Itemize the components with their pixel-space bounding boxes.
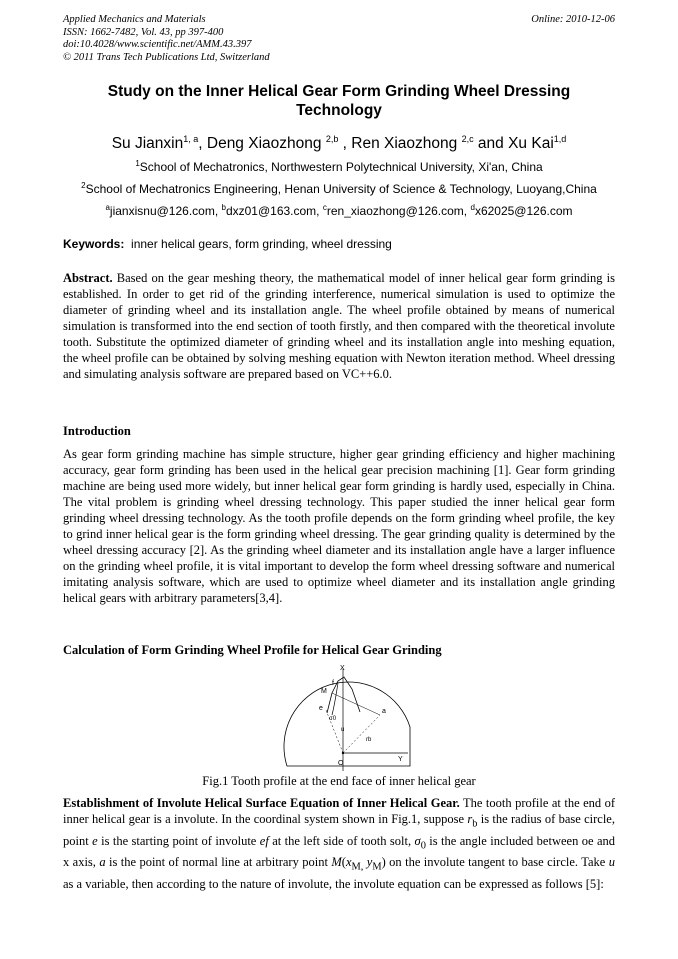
math-sub: M, (351, 861, 364, 873)
figure-caption: Fig.1 Tooth profile at the end face of inner helical gear (202, 774, 476, 788)
author-sup: 1, a (183, 134, 199, 144)
author-name: Ren Xiaozhong (351, 135, 458, 153)
affiliation-2 (20, 179, 658, 196)
label-f: f (332, 680, 334, 687)
author-separator: , (198, 135, 203, 153)
keywords-label: Keywords: (63, 237, 125, 251)
author-separator: and (477, 135, 504, 153)
online-date: Online: 2010-12-06 (531, 14, 615, 25)
abstract (63, 270, 615, 382)
math-var: e (92, 833, 98, 848)
text-run: is the point of normal line at arbitrary point (105, 855, 332, 869)
label-m: M (321, 688, 327, 695)
author-name: Xu Kai (508, 135, 554, 153)
affiliation-sup: 2 (81, 181, 86, 190)
text-run: as a variable, then according to the nature of involute, the involute equation can be expressed as follows [5]: (63, 876, 604, 891)
math-sub: 0 (420, 840, 426, 851)
author-list (20, 130, 658, 153)
author-sup: 1,d (553, 134, 567, 144)
keywords (63, 237, 615, 251)
paper-title: Study on the Inner Helical Gear Form Grinding Wheel Dressing Technology (107, 83, 571, 119)
text-run: is the angle included between oe and x axis, (63, 833, 616, 869)
email: ren_xiaozhong@126.com, (326, 204, 468, 218)
establishment-paragraph (63, 795, 615, 892)
author-separator: , (342, 135, 347, 153)
math-var: u (608, 855, 615, 869)
text-run: at the left side of tooth solt, (268, 833, 415, 848)
label-rb: rb (366, 737, 372, 743)
math-var: σ (414, 833, 421, 848)
affiliation-sup: 1 (135, 159, 140, 168)
oa-line (343, 715, 380, 753)
section-heading: Calculation of Form Grinding Wheel Profile for Helical Gear Grinding (63, 643, 442, 657)
abstract-label: Abstract. (63, 271, 113, 285)
math-var: M (331, 855, 342, 869)
email-sup: b (221, 203, 226, 212)
text-run: The tooth profile at the end of inner helical gear is a involute. In the coordinal system shown in Fig.1, suppose (63, 796, 615, 826)
author-sup: 2,b (325, 134, 339, 144)
issn: ISSN: 1662-7482, Vol. 43, pp 397-400 (63, 26, 224, 38)
introduction-text: As gear form grinding machine has simple structure, higher gear grinding efficiency and higher machining accuracy, gear form grinding has been used in the helical gear precision machining [1]. Gear form grinding machine are being used more widely, but inner helical gear form grinding is hardly used, especially in China. The vital problem is grinding wheel dressing technology. This paper studied the inner helical gear form grinding wheel dressing technology. As the tooth profile depends on the form grinding wheel profile, the key to grind inner helical gear is the form grinding wheel dressing. The gear grinding quality is determined by the wheel dressing accuracy [2]. As the grinding wheel diameter and its installation angle have a larger influence on the grinding wheel profile, it is vital important to develop the form wheel dressing software and numerical imitating analysis software, which are used to optimize wheel diameter and its installation angle grinding helical gears with arbitrary parameters[3,4]. (63, 447, 615, 605)
journal-name: Applied Mechanics and Materials (63, 14, 206, 25)
email-line (20, 201, 658, 218)
label-u: u (341, 727, 345, 733)
math-sub: b (472, 818, 478, 830)
email: jianxisnu@126.com, (109, 204, 219, 218)
author-name: Deng Xiaozhong (206, 135, 322, 153)
affiliation-1 (20, 157, 658, 174)
page-header (63, 14, 615, 64)
email: x62025@126.com (474, 204, 573, 218)
label-e: e (319, 705, 323, 712)
abstract-text: Based on the gear meshing theory, the mathematical model of inner helical gear form grinding is established. In order to get rid of the grinding interference, numerical simulation is used to optimize the diameter of grinding wheel and its installation angle. The wheel profile obtained by means of numerical simulation is transformed into the end section of tooth firstly, and then compared with the theoretical involute tooth. Substitute the optimized diameter of grinding wheel and its installation angle into meshing equation, the wheel profile can be obtained by solving meshing equation with Newton iteration method. Wheel dressing and simulating analysis software are prepared based on VC++6.0. (63, 271, 615, 381)
label-y: Y (398, 756, 403, 763)
affiliation-text: School of Mechatronics, Northwestern Polytechnical University, Xi'an, China (139, 160, 543, 174)
email-sup: a (105, 203, 110, 212)
email: dxz01@163.com, (225, 204, 320, 218)
copyright: © 2011 Trans Tech Publications Ltd, Switzerland (63, 51, 270, 63)
text-run: is the starting point of involute (97, 833, 260, 848)
text-run: is the radius of base circle, point (63, 812, 615, 848)
text-run: ( (341, 855, 346, 869)
establishment-heading: Establishment of Involute Helical Surface Equation of Inner Helical Gear. (63, 796, 460, 810)
label-x: X (340, 665, 345, 672)
introduction-heading: Introduction (63, 424, 131, 438)
keywords-text: inner helical gears, form grinding, wheel dressing (131, 237, 392, 251)
doi: doi:10.4028/www.scientific.net/AMM.43.397 (63, 39, 252, 50)
text-run: ) on the involute tangent to base circle. Take (381, 855, 609, 869)
math-var: y (363, 855, 373, 869)
email-sup: c (322, 203, 327, 212)
tangent-line (332, 693, 380, 715)
math-var: ef (259, 833, 269, 848)
math-var: x (345, 855, 352, 869)
origin-point (342, 752, 344, 754)
affiliation-text: School of Mechatronics Engineering, Henan University of Science & Technology, Luoyang,China (85, 182, 597, 196)
gear-outline (284, 682, 410, 766)
author-sup: 2,c (461, 134, 474, 144)
math-var: a (99, 855, 106, 869)
email-sup: d (470, 203, 475, 212)
label-o: O (338, 760, 344, 767)
math-sub: M (372, 861, 382, 873)
math-var: r (467, 812, 473, 826)
label-a: a (382, 708, 386, 715)
tooth-profile-figure (280, 663, 430, 775)
label-sigma0: σ0 (329, 716, 337, 722)
author-name: Su Jianxin (111, 135, 184, 153)
